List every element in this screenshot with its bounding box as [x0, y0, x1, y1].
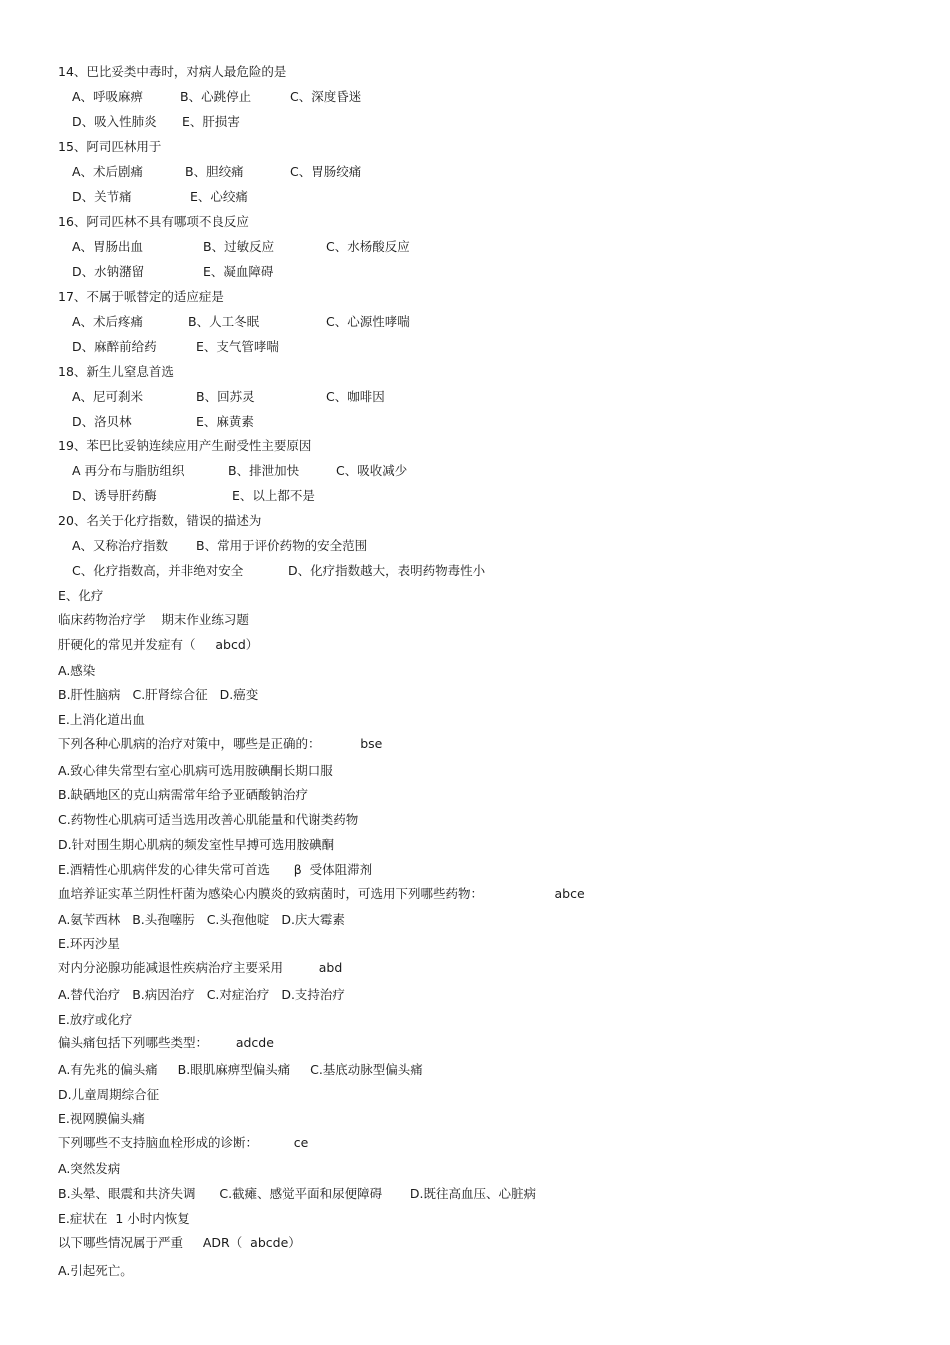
question-stem: 18、新生儿窒息首选 — [58, 364, 174, 379]
option-c: C、化疗指数高，并非绝对安全 — [72, 563, 244, 578]
option-d: D、关节痛 — [72, 189, 132, 204]
option-e: E、麻黄素 — [196, 414, 254, 429]
question-stem: 20、名关于化疗指数，错误的描述为 — [58, 513, 262, 528]
option-b: B、过敏反应 — [203, 239, 275, 254]
option-b: B、人工冬眠 — [188, 314, 260, 329]
option-e: E、凝血障碍 — [203, 264, 274, 279]
option-c: C、吸收减少 — [336, 463, 408, 478]
option-c: C、水杨酸反应 — [326, 239, 410, 254]
option-e: E、以上都不是 — [232, 488, 315, 503]
option-line: A.致心律失常型右室心肌病可选用胺碘酮长期口服 — [58, 763, 333, 778]
section-title: 临床药物治疗学 期末作业练习题 — [58, 612, 249, 627]
option-line: A.感染 — [58, 663, 96, 678]
option-b: B、排泄加快 — [228, 463, 300, 478]
option-line: A.突然发病 — [58, 1161, 121, 1176]
option-c: C、咖啡因 — [326, 389, 385, 404]
option-line: B.头晕、眼震和共济失调 C.截瘫、感觉平面和尿便障碍 D.既往高血压、心脏病 — [58, 1186, 537, 1201]
option-line: E.上消化道出血 — [58, 712, 145, 727]
option-a: A、呼吸麻痹 — [72, 89, 144, 104]
question-stem: 下列哪些不支持脑血栓形成的诊断： ce — [58, 1135, 309, 1150]
option-c: C、胃肠绞痛 — [290, 164, 362, 179]
option-c: C、心源性哮喘 — [326, 314, 410, 329]
question-stem: 下列各种心肌病的治疗对策中，哪些是正确的： bse — [58, 736, 383, 751]
option-line: A.氨苄西林 B.头孢噻肟 C.头孢他啶 D.庆大霉素 — [58, 912, 345, 927]
option-a: A、胃肠出血 — [72, 239, 144, 254]
question-stem: 偏头痛包括下列哪些类型： adcde — [58, 1035, 274, 1050]
option-a: A 再分布与脂肪组织 — [72, 463, 185, 478]
option-line: A.有先兆的偏头痛 B.眼肌麻痹型偏头痛 C.基底动脉型偏头痛 — [58, 1062, 423, 1077]
option-a: A、术后疼痛 — [72, 314, 144, 329]
option-d: D、吸入性肺炎 — [72, 114, 157, 129]
option-line: C.药物性心肌病可适当选用改善心肌能量和代谢类药物 — [58, 812, 359, 827]
option-a: A、又称治疗指数 — [72, 538, 169, 553]
option-line: A.替代治疗 B.病因治疗 C.对症治疗 D.支持治疗 — [58, 987, 345, 1002]
option-line: E.环丙沙星 — [58, 936, 120, 951]
question-stem: 17、不属于哌替定的适应症是 — [58, 289, 224, 304]
option-e: E、支气管哮喘 — [196, 339, 279, 354]
option-b: B、常用于评价药物的安全范围 — [196, 538, 368, 553]
option-line: E.酒精性心肌病伴发的心律失常可首选 β 受体阻滞剂 — [58, 862, 373, 877]
option-e: E、化疗 — [58, 588, 104, 603]
option-line: D.儿童周期综合征 — [58, 1087, 160, 1102]
option-line: B.缺硒地区的克山病需常年给予亚硒酸钠治疗 — [58, 787, 309, 802]
option-d: D、洛贝林 — [72, 414, 132, 429]
question-stem: 15、阿司匹林用于 — [58, 139, 162, 154]
option-e: E、心绞痛 — [190, 189, 248, 204]
option-line: B.肝性脑病 C.肝肾综合征 D.癌变 — [58, 687, 259, 702]
option-line: D.针对围生期心肌病的频发室性早搏可选用胺碘酮 — [58, 837, 335, 852]
question-stem: 14、巴比妥类中毒时，对病人最危险的是 — [58, 64, 287, 79]
question-stem: 对内分泌腺功能减退性疾病治疗主要采用 abd — [58, 960, 343, 975]
option-line: E.症状在 1 小时内恢复 — [58, 1211, 190, 1226]
option-line: E.视网膜偏头痛 — [58, 1111, 145, 1126]
option-d: D、水钠潴留 — [72, 264, 145, 279]
option-line: A.引起死亡。 — [58, 1263, 133, 1278]
option-d: D、化疗指数越大，表明药物毒性小 — [288, 563, 486, 578]
question-stem: 以下哪些情况属于严重 ADR（ abcde） — [58, 1235, 301, 1250]
option-b: B、胆绞痛 — [185, 164, 244, 179]
question-stem: 19、苯巴比妥钠连续应用产生耐受性主要原因 — [58, 438, 312, 453]
option-a: A、尼可刹米 — [72, 389, 144, 404]
option-d: D、麻醉前给药 — [72, 339, 157, 354]
option-a: A、术后剧痛 — [72, 164, 144, 179]
option-b: B、回苏灵 — [196, 389, 255, 404]
option-d: D、诱导肝药酶 — [72, 488, 157, 503]
option-b: B、心跳停止 — [180, 89, 252, 104]
question-stem: 肝硬化的常见并发症有（ abcd） — [58, 637, 259, 652]
option-line: E.放疗或化疗 — [58, 1012, 133, 1027]
question-stem: 血培养证实革兰阴性杆菌为感染心内膜炎的致病菌时，可选用下列哪些药物： abce — [58, 886, 585, 901]
option-c: C、深度昏迷 — [290, 89, 362, 104]
option-e: E、肝损害 — [182, 114, 240, 129]
question-stem: 16、阿司匹林不具有哪项不良反应 — [58, 214, 249, 229]
